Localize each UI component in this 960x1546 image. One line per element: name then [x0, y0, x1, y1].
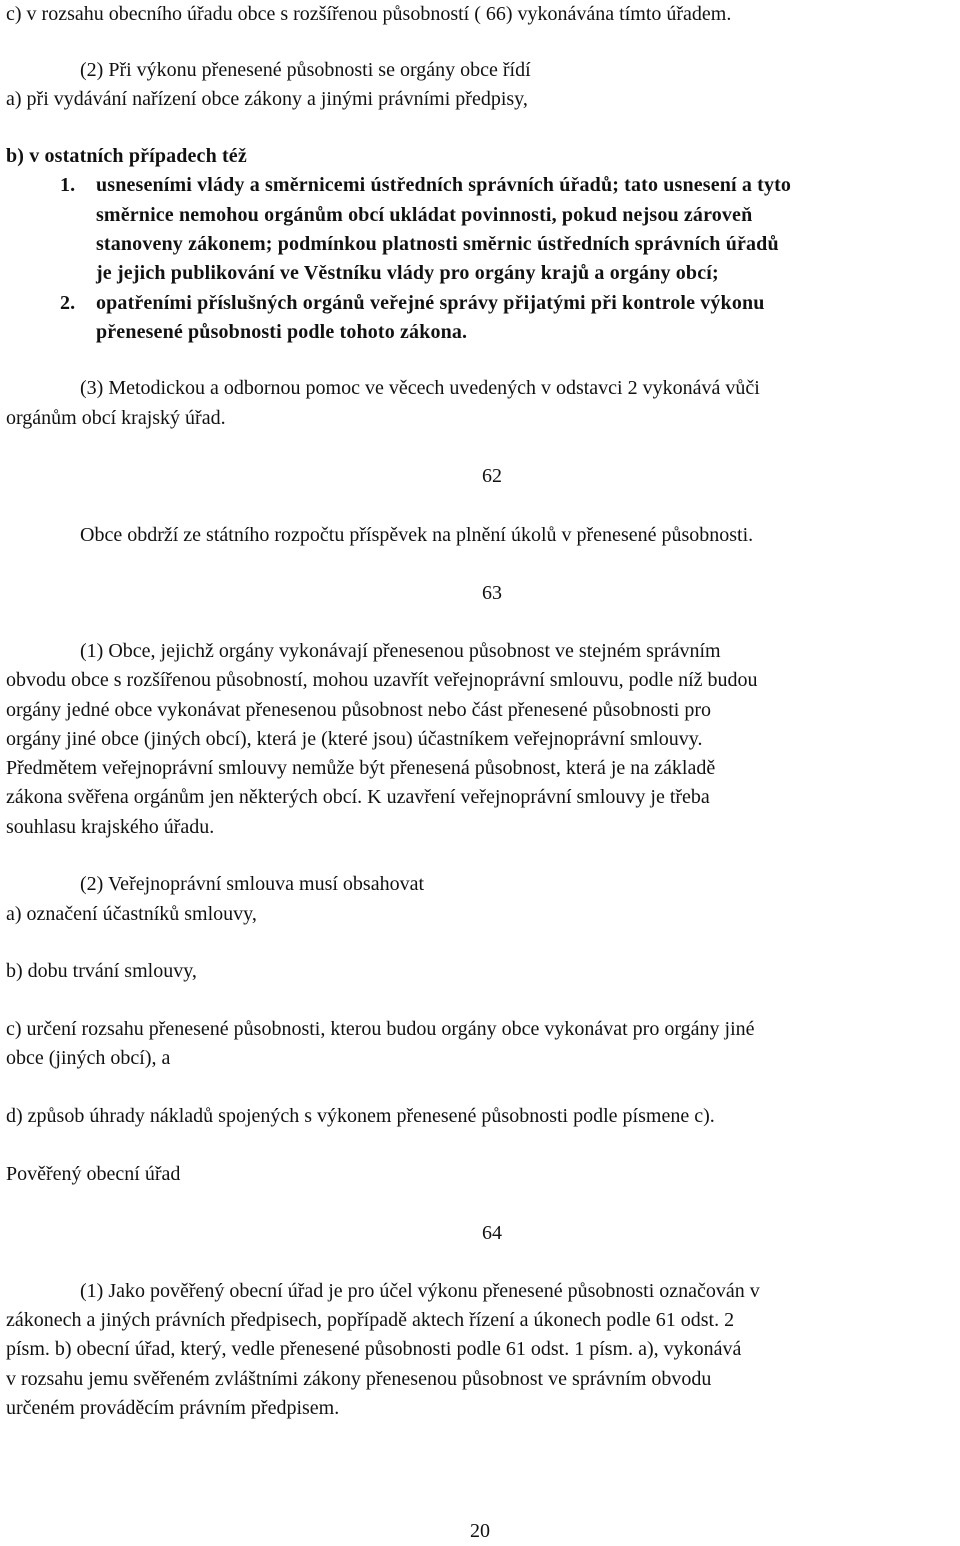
- section-heading: 62: [460, 462, 502, 491]
- text-line: (1) Obce, jejichž orgány vykonávají přenesenou působnost ve stejném správním: [80, 640, 721, 662]
- text-line: Předmětem veřejnoprávní smlouvy nemůže být přenesená působnost, která je na základě: [6, 757, 716, 779]
- text-line: (2) Při výkonu přenesené působnosti se orgány obce řídí: [80, 59, 531, 81]
- subheading: Pověřený obecní úřad: [6, 1163, 181, 1185]
- text-line: a) označení účastníků smlouvy,: [6, 903, 257, 925]
- text-line: a) při vydávání nařízení obce zákony a jinými právními předpisy,: [6, 88, 528, 110]
- text-line: stanoveny zákonem; podmínkou platnosti směrnic ústředních správních úřadů: [96, 233, 779, 255]
- text-line: přenesené působnosti podle tohoto zákona.: [96, 321, 468, 343]
- section-heading: 63: [460, 579, 502, 608]
- section-sign-icon: [460, 579, 482, 608]
- text-line: orgány jiné obce (jiných obcí), která je (které jsou) účastníkem veřejnoprávní smlouvy.: [6, 728, 703, 750]
- text-line: (2) Veřejnoprávní smlouva musí obsahovat: [80, 873, 425, 895]
- text-line: orgánům obcí krajský úřad.: [6, 407, 226, 429]
- text-line: b) v ostatních případech též: [6, 145, 247, 167]
- text-line: c) v rozsahu obecního úřadu obce s rozšířenou působností ( 66) vykonávána tímto úřadem.: [6, 3, 732, 25]
- page-number: 20: [470, 1520, 490, 1542]
- text-line: (1) Jako pověřený obecní úřad je pro účel výkonu přenesené působnosti označován v: [80, 1280, 760, 1302]
- text-line: obvodu obce s rozšířenou působností, mohou uzavřít veřejnoprávní smlouvu, podle níž budou: [6, 669, 758, 691]
- text-line: písm. b) obecní úřad, který, vedle přenesené působnosti podle 61 odst. 1 písm. a), vykonává: [6, 1338, 742, 1360]
- text-line: je jejich publikování ve Věstníku vlády pro orgány krajů a orgány obcí;: [96, 262, 719, 284]
- text-line: c) určení rozsahu přenesené působnosti, kterou budou orgány obce vykonávat pro orgány jiné: [6, 1018, 755, 1040]
- text-line: orgány jedné obce vykonávat přenesenou působnost nebo část přenesené působnosti pro: [6, 699, 712, 721]
- text-line: usneseními vlády a směrnicemi ústředních správních úřadů; tato usnesení a tyto: [96, 174, 792, 196]
- text-line: opatřeními příslušných orgánů veřejné správy přijatými při kontrole výkonu: [96, 292, 765, 314]
- text-line: směrnice nemohou orgánům obcí ukládat povinnosti, pokud nejsou zároveň: [96, 204, 753, 226]
- text-line: v rozsahu jemu svěřeném zvláštními zákony přenesenou působnost ve správním obvodu: [6, 1368, 712, 1390]
- list-number: 2.: [60, 292, 76, 314]
- text-line: Obce obdrží ze státního rozpočtu příspěvek na plnění úkolů v přenesené působnosti.: [80, 524, 754, 546]
- text-line: d) způsob úhrady nákladů spojených s výkonem přenesené působnosti podle písmene c).: [6, 1105, 715, 1127]
- text-line: zákona svěřena orgánům jen některých obcí. K uzavření veřejnoprávní smlouvy je třeba: [6, 786, 710, 808]
- text-line: obce (jiných obcí), a: [6, 1047, 171, 1069]
- text-line: b) dobu trvání smlouvy,: [6, 960, 197, 982]
- section-sign-icon: [460, 1219, 482, 1248]
- section-heading: 64: [460, 1219, 502, 1248]
- text-line: určeném prováděcím právním předpisem.: [6, 1397, 340, 1419]
- text-line: (3) Metodickou a odbornou pomoc ve věcech uvedených v odstavci 2 vykonává vůči: [80, 377, 760, 399]
- text-line: zákonech a jiných právních předpisech, popřípadě aktech řízení a úkonech podle 61 odst. 2: [6, 1309, 735, 1331]
- list-number: 1.: [60, 174, 76, 196]
- section-sign-icon: [460, 462, 482, 491]
- text-line: souhlasu krajského úřadu.: [6, 816, 215, 838]
